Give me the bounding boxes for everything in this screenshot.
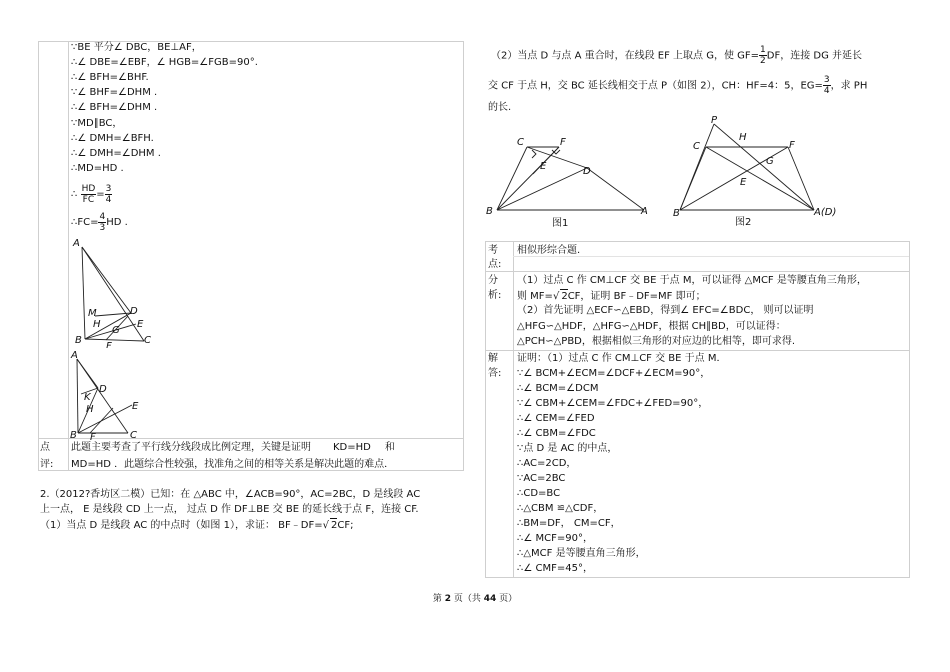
fig1-label: D (130, 306, 138, 317)
problem2-line: （1）当点 D 是线段 AC 的中点时（如图 1），求证： BF﹣DF=√ 2CF; (40, 520, 354, 531)
proof-line: ∴∠ DMH=∠DHM . (71, 148, 161, 159)
left-figure-2 (68, 348, 148, 440)
jieda-line: ∴∠ MCF=90°， (517, 533, 593, 544)
jieda-line: ∵AC=2BC (517, 473, 566, 484)
fig2-label: F (90, 432, 96, 440)
proof-line: ∵MD∥BC， (71, 118, 123, 129)
fig2-caption: 图2 (735, 217, 752, 226)
rfig2-label: A(D) (814, 207, 837, 218)
rfig1-label: C (517, 137, 524, 148)
proof-line: ∴∠ DBE=∠EBF，∠ HGB=∠FGB=90°. (71, 57, 258, 68)
jieda-line: ∴∠ BCM=∠DCM (517, 383, 599, 394)
proof-line: ∴∠ BFH=∠DHM . (71, 102, 158, 113)
fig1-label: E (137, 319, 144, 330)
rfig2-label: B (673, 208, 680, 219)
kaodian-label: 点: (488, 259, 502, 270)
jieda-line: ∴△MCF 是等腰直角三角形， (517, 548, 646, 559)
point-comment-label: 评: (40, 459, 54, 470)
jieda-line: ∴AC=2CD， (517, 458, 577, 469)
jieda-line: ∴∠ CMF=45°， (517, 563, 593, 574)
rfig1-label: E (540, 161, 547, 172)
rfig1-label: D (583, 166, 591, 177)
fig1-label: F (106, 341, 112, 348)
kaodian-label: 考 (488, 245, 498, 256)
fig1-label: H (93, 319, 101, 330)
point-comment-line: 此题主要考查了平行线分线段成比例定理，关键是证明 KD=HD 和 (71, 442, 395, 453)
jieda-label: 答: (488, 368, 502, 379)
fig2-label: B (70, 430, 77, 440)
jieda-line: ∴∠ CBM=∠FDC (517, 428, 596, 439)
fig2-label: A (71, 350, 78, 361)
fig1-label: C (144, 335, 151, 346)
rfig1-label: F (560, 137, 566, 148)
proof-line: ∴∠ BFH=∠BHF. (71, 72, 149, 83)
fc-equation: ∴FC= $\frac{4}{3}$ HD . (71, 211, 128, 233)
rfig1-label: A (641, 206, 648, 217)
jieda-line: ∵∠ CBM+∠CEM=∠FDC+∠FED=90°， (517, 398, 709, 409)
left-figure-1 (68, 236, 168, 348)
rfig1-label: B (486, 206, 493, 217)
answer-table-col-divider (513, 241, 514, 577)
fig2-label: E (132, 401, 139, 412)
part2-line: 的长. (488, 102, 512, 113)
answer-table-row-divider (485, 350, 909, 351)
fig2-label: K (84, 392, 91, 403)
point-comment-line: MD=HD ．此题综合性较强，找准角之间的相等关系是解决此题的难点． (71, 459, 395, 470)
right-figure-1 (484, 130, 664, 228)
jieda-line: ∵点 D 是 AC 的中点， (517, 443, 618, 454)
fig2-label: C (130, 430, 137, 440)
ratio-equation: ∴ $\frac{HD}{FC}$ = $\frac{3}{4}$ (71, 183, 112, 205)
answer-table-row-divider (485, 271, 909, 272)
page-footer: 第 2 页（共 44 页） (432, 594, 518, 604)
fenxi-label: 析: (488, 290, 502, 301)
fenxi-line: 则 MF=√ 2CF，证明 BF﹣DF=MF 即可； (517, 291, 706, 302)
point-comment-label: 点 (40, 442, 50, 453)
fenxi-label: 分 (488, 275, 498, 286)
fig1-caption: 图1 (552, 218, 569, 228)
rfig2-label: C (693, 141, 700, 152)
proof-line: ∴MD=HD . (71, 163, 124, 174)
rfig2-label: G (766, 156, 774, 167)
jieda-line: ∴∠ CEM=∠FED (517, 413, 595, 424)
jieda-line: ∵∠ BCM+∠ECM=∠DCF+∠ECM=90°， (517, 368, 711, 379)
proof-line: ∵BE 平分∠ DBC，BE⊥AF， (71, 42, 202, 53)
fig1-label: A (73, 238, 80, 249)
proof-line: ∵∠ BHF=∠DHM . (71, 87, 158, 98)
part2-line: 交 CF 于点 H，交 BC 延长线相交于点 P（如图 2），CH：HF=4：5，EG= $\frac{3}{4}$ ，求 PH (488, 75, 868, 96)
rfig2-label: P (711, 115, 718, 126)
fig2-label: H (86, 404, 94, 415)
fenxi-line: （2）首先证明 △ECF∽△EBD，得到∠ EFC=∠BDC， 则可以证明 (517, 305, 814, 316)
fenxi-line: （1）过点 C 作 CM⊥CF 交 BE 于点 M，可以证得 △MCF 是等腰直角三角形， (517, 275, 867, 286)
problem2-line: 上一点， E 是线段 CD 上一点， 过点 D 作 DF⊥BE 交 BE 的延长线于点 F，连接 CF. (40, 504, 419, 515)
jieda-label: 解 (488, 353, 498, 364)
fig1-label: G (112, 325, 120, 336)
fig1-label: M (88, 308, 97, 319)
fenxi-line: △PCH∽△PBD，根据相似三角形的对应边的比相等，即可求得. (517, 336, 796, 347)
part2-line: （2）当点 D 与点 A 重合时，在线段 EF 上取点 G，使 GF= $\frac{1}{2}$ DF，连接 DG 并延长 (491, 45, 863, 66)
fenxi-line: △HFG∽△HDF，△HFG∽△HDF，根据 CH∥BD，可以证得： (517, 321, 786, 332)
proof-line: ∴∠ DMH=∠BFH. (71, 133, 154, 144)
jieda-line: ∴CD=BC (517, 488, 561, 499)
rfig2-label: H (739, 132, 747, 143)
right-figure-2 (668, 112, 848, 226)
rfig2-label: E (740, 177, 747, 188)
fig1-label: B (75, 335, 82, 346)
jieda-line: ∴△CBM ≌△CDF， (517, 503, 604, 514)
jieda-line: ∴BM=DF， CM=CF， (517, 518, 621, 529)
fig2-label: D (99, 384, 107, 395)
jieda-line: 证明：（1）过点 C 作 CM⊥CF 交 BE 于点 M． (517, 353, 727, 364)
kaodian-text: 相似形综合题. (517, 245, 581, 256)
problem2-line: 2.（2012?香坊区二模）已知：在 △ABC 中，∠ACB=90°，AC=2BC，D 是线段 AC (40, 489, 421, 500)
rfig2-label: F (789, 140, 795, 151)
